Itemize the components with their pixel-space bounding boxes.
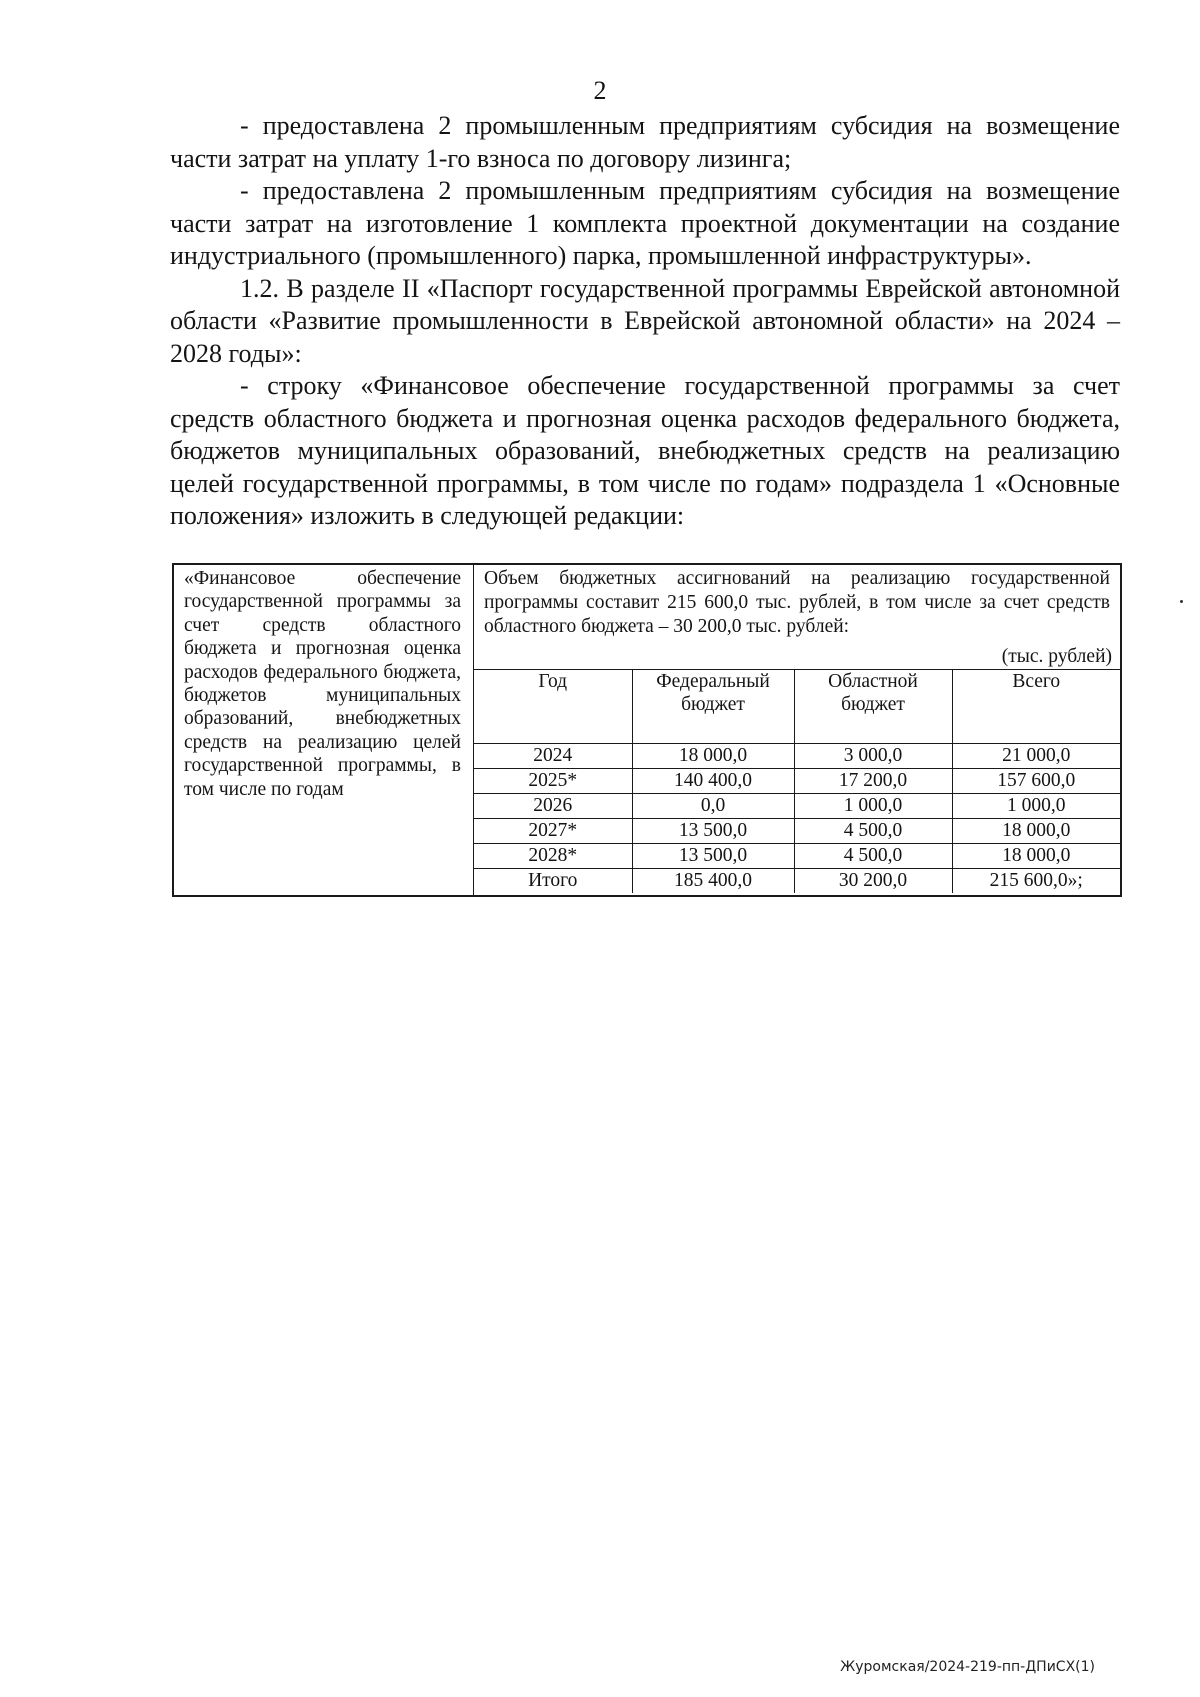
cell-federal: 0,0 bbox=[632, 794, 794, 819]
cell-total: 18 000,0 bbox=[952, 844, 1120, 869]
cell-total: 157 600,0 bbox=[952, 769, 1120, 794]
header-federal-budget: Федеральный бюджет bbox=[632, 670, 794, 744]
cell-federal: 13 500,0 bbox=[632, 819, 794, 844]
table-row-total bbox=[474, 869, 1120, 894]
header-total: Всего bbox=[952, 670, 1120, 744]
footer-reference: Журомская/2024-219-пп-ДПиСХ(1) bbox=[840, 1659, 1095, 1675]
table-header-row bbox=[474, 670, 1120, 744]
cell-total: 1 000,0 bbox=[952, 794, 1120, 819]
cell-year: 2024 bbox=[474, 744, 632, 769]
cell-total: 21 000,0 bbox=[952, 744, 1120, 769]
financing-details-cell bbox=[474, 565, 1120, 895]
financing-table bbox=[172, 563, 1122, 897]
scan-speck bbox=[1180, 600, 1183, 603]
cell-regional: 4 500,0 bbox=[794, 844, 952, 869]
table-row bbox=[474, 794, 1120, 819]
cell-total: 215 600,0»; bbox=[952, 869, 1120, 894]
cell-federal: 18 000,0 bbox=[632, 744, 794, 769]
body-text bbox=[170, 110, 1120, 533]
page-number: 2 bbox=[593, 76, 607, 105]
cell-federal: 185 400,0 bbox=[632, 869, 794, 894]
cell-year: 2026 bbox=[474, 794, 632, 819]
financing-summary: Объем бюджетных ассигнований на реализацию государственной программы составит 215 600,0 тыс. рублей, в том числе за счет средств областного бюджета – 30 200,0 тыс. рублей: bbox=[484, 568, 1110, 637]
cell-regional: 17 200,0 bbox=[794, 769, 952, 794]
cell-regional: 1 000,0 bbox=[794, 794, 952, 819]
paragraph-leasing-subsidy: - предоставлена 2 промышленным предприятиям субсидия на возмещение части затрат на уплату 1-го взноса по договору лизинга; bbox=[170, 111, 1120, 173]
cell-total: 18 000,0 bbox=[952, 819, 1120, 844]
budget-by-year-table bbox=[474, 669, 1120, 893]
header-year: Год bbox=[474, 670, 632, 744]
cell-regional: 3 000,0 bbox=[794, 744, 952, 769]
paragraph-financing-row: - строку «Финансовое обеспечение государственной программы за счет средств областного бюджета и прогнозная оценка расходов федерального бюджета, бюджетов муниципальных образований, внебюджетных средств на реализацию целей государственной программы, в том числе по годам» подраздела 1 «Основные положения» изложить в следующей редакции: bbox=[170, 371, 1120, 530]
cell-federal: 13 500,0 bbox=[632, 844, 794, 869]
cell-year: Итого bbox=[474, 869, 632, 894]
cell-year: 2028* bbox=[474, 844, 632, 869]
cell-regional: 30 200,0 bbox=[794, 869, 952, 894]
table-row bbox=[474, 819, 1120, 844]
table-row bbox=[474, 744, 1120, 769]
unit-label: (тыс. рублей) bbox=[1001, 646, 1112, 667]
header-regional-budget: Областной бюджет bbox=[794, 670, 952, 744]
cell-year: 2027* bbox=[474, 819, 632, 844]
paragraph-design-subsidy: - предоставлена 2 промышленным предприятиям субсидия на возмещение части затрат на изготовление 1 комплекта проектной документации на создание индустриального (промышленного) парка, промышленной инфраструктуры». bbox=[170, 176, 1120, 270]
cell-year: 2025* bbox=[474, 769, 632, 794]
cell-federal: 140 400,0 bbox=[632, 769, 794, 794]
financing-label-cell: «Финансовое обеспечение государственной программы за счет средств областного бюджета и прогнозная оценка расходов федерального бюджета, бюджетов муниципальных образований, внебюджетных средств на реализацию целей государственной программы, в том числе по годам bbox=[174, 565, 474, 895]
cell-regional: 4 500,0 bbox=[794, 819, 952, 844]
table-row bbox=[474, 844, 1120, 869]
paragraph-section-2: 1.2. В разделе II «Паспорт государственной программы Еврейской автономной области «Развитие промышленности в Еврейской автономной области» на 2024 – 2028 годы»: bbox=[170, 273, 1120, 368]
table-row bbox=[474, 769, 1120, 794]
